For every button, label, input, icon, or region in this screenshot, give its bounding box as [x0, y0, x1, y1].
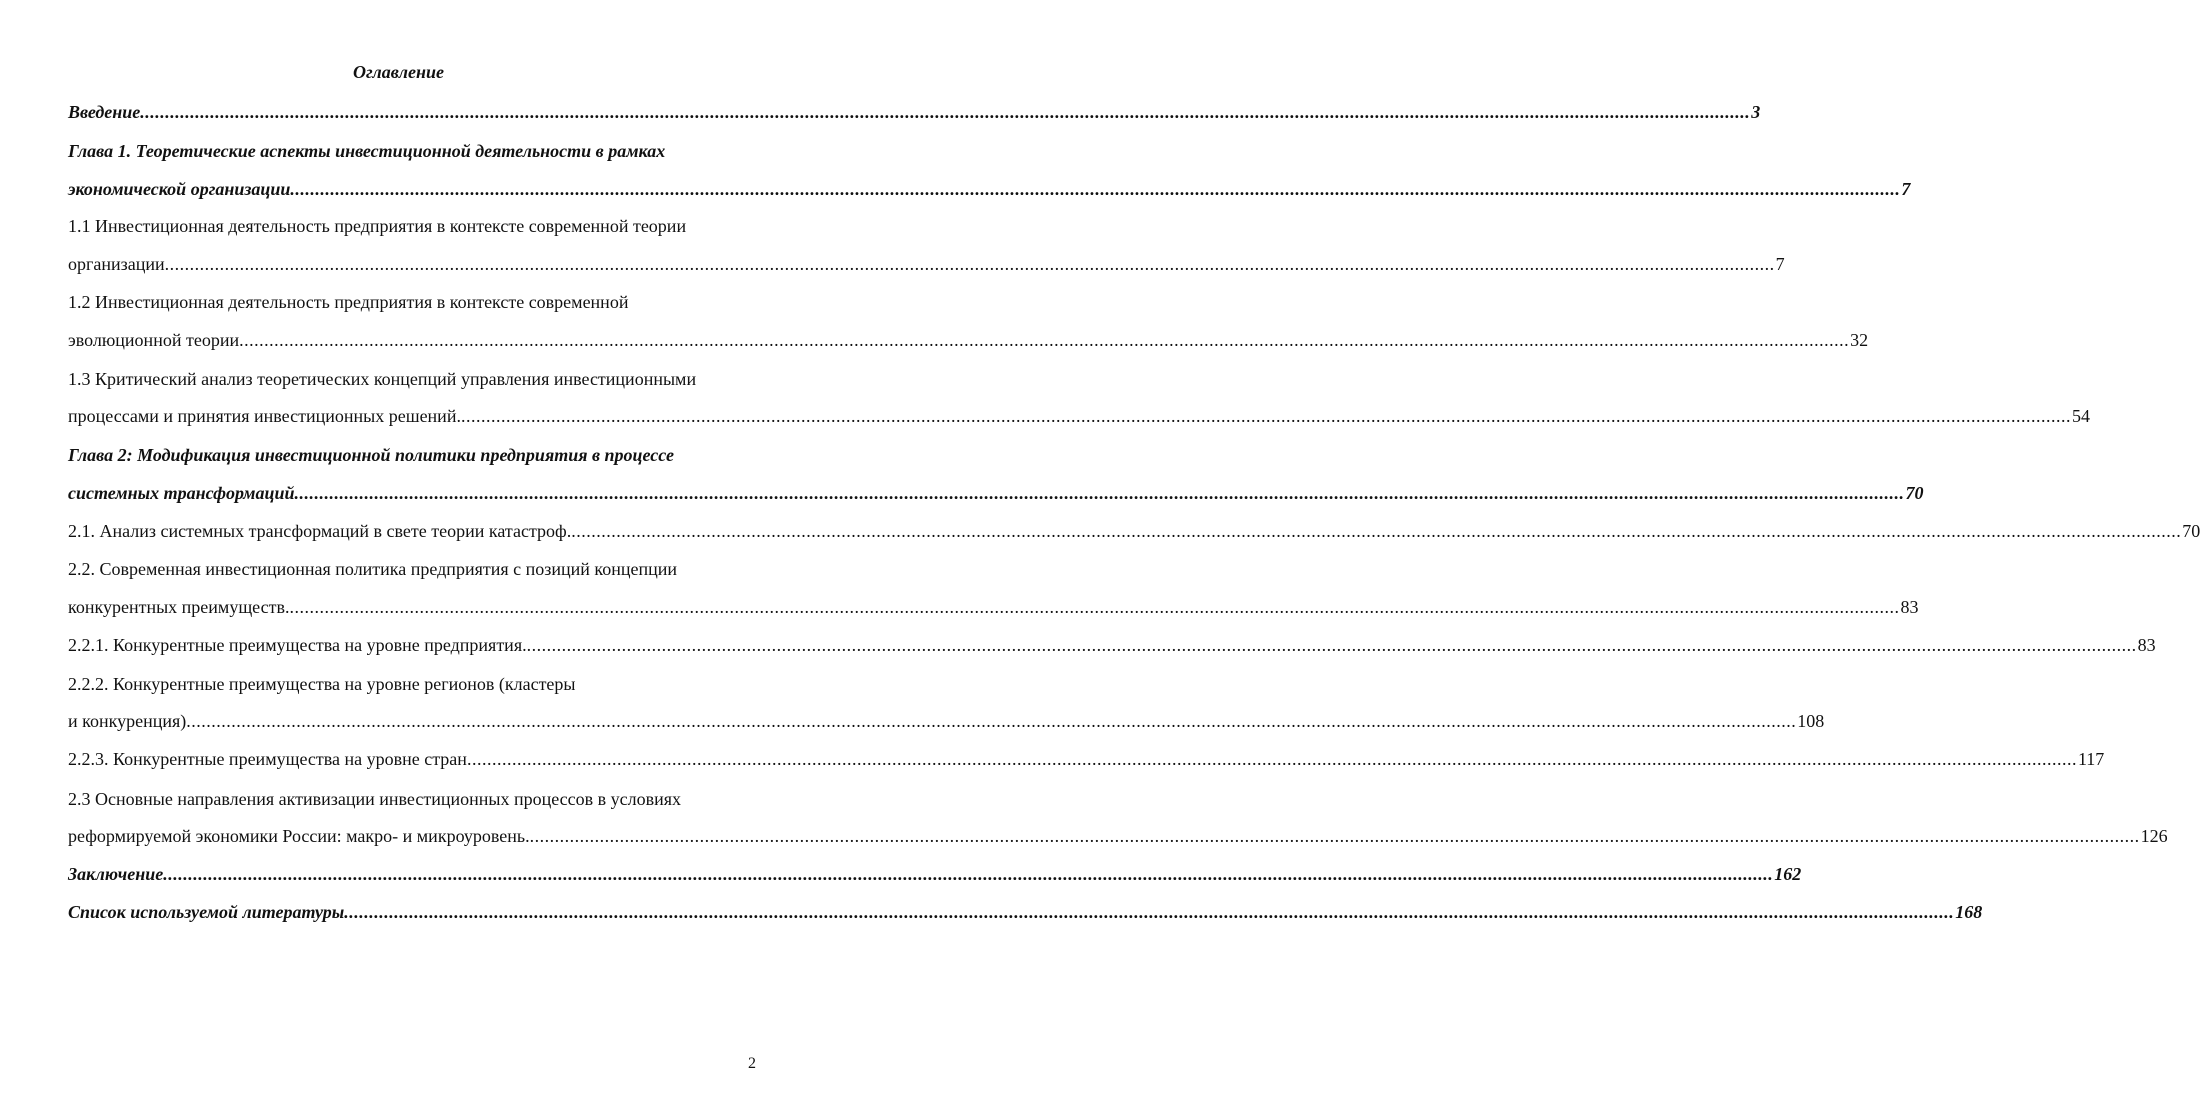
toc-page-number: 162 [1774, 864, 1802, 884]
toc-entry-chapter-2-line-1[interactable] [68, 442, 726, 468]
toc-leader-dots: .................................................................................................................................................................................................................................................................................................................................. [529, 826, 2140, 846]
toc-entry-text: Список используемой литературы [68, 902, 345, 922]
toc-entry-text: и конкуренция) [68, 711, 187, 731]
toc-leader-dots: .................................................................................................................................................................................................................................................................................................................................. [294, 483, 1905, 503]
toc-entry-1-1-line-2[interactable] [68, 251, 1785, 277]
toc-entry-text: системных трансформаций [68, 483, 295, 503]
toc-page-number: 3 [1751, 102, 1761, 122]
toc-leader-dots: .................................................................................................................................................................................................................................................................................................................................. [344, 902, 1955, 922]
toc-entry-conclusion[interactable] [68, 861, 1802, 887]
toc-leader-dots: .................................................................................................................................................................................................................................................................................................................................. [571, 521, 2182, 541]
toc-entry-text: процессами и принятия инвестиционных решений. [68, 406, 461, 426]
toc-page-number: 117 [2077, 749, 2105, 769]
toc-leader-dots: .................................................................................................................................................................................................................................................................................................................................. [140, 102, 1751, 122]
toc-leader-dots: .................................................................................................................................................................................................................................................................................................................................. [186, 711, 1797, 731]
toc-leader-dots: .................................................................................................................................................................................................................................................................................................................................. [289, 597, 1900, 617]
toc-entry-text: Заключение [68, 864, 164, 884]
toc-entry-2-3-line-2[interactable] [68, 823, 2168, 849]
toc-entry-text: 2.3 Основные направления активизации инвестиционных процессов в условиях [68, 789, 682, 809]
toc-entry-text: экономической организации [68, 179, 291, 199]
toc-page-number: 7 [1901, 179, 1911, 199]
toc-leader-dots: .................................................................................................................................................................................................................................................................................................................................. [466, 749, 2077, 769]
toc-entry-1-1-line-1[interactable] [68, 213, 726, 239]
toc-page-number: 126 [2140, 826, 2168, 846]
toc-page-number: 70 [2182, 521, 2200, 541]
toc-entry-2-1[interactable] [68, 518, 2200, 544]
toc-entry-1-2-line-2[interactable] [68, 327, 1869, 353]
toc-page-number: 83 [1900, 597, 1919, 617]
toc-entry-text: 1.1 Инвестиционная деятельность предприятия в контексте современной теории [68, 216, 687, 236]
toc-entry-1-3-line-1[interactable] [68, 366, 726, 392]
toc-entry-text: реформируемой экономики России: макро- и микроуровень. [68, 826, 530, 846]
toc-leader-dots: .................................................................................................................................................................................................................................................................................................................................. [163, 864, 1774, 884]
toc-entry-text: 2.2.3. Конкурентные преимущества на уровне стран [68, 749, 467, 769]
toc-entry-1-3-line-2[interactable] [68, 403, 2090, 429]
toc-entry-bibliography[interactable] [68, 899, 1983, 925]
toc-entry-2-2-line-1[interactable] [68, 556, 726, 582]
toc-entry-text: конкурентных преимуществ. [68, 597, 290, 617]
toc-entry-text: 2.1. Анализ системных трансформаций в свете теории катастроф. [68, 521, 572, 541]
toc-entry-text: Глава 1. Теоретические аспекты инвестиционной деятельности в рамках [68, 141, 666, 161]
toc-entry-introduction[interactable] [68, 99, 1761, 125]
toc-entry-2-2-2-line-1[interactable] [68, 671, 726, 697]
toc-entry-chapter-1-line-2[interactable] [68, 176, 1911, 202]
page-title: Оглавление [353, 62, 444, 82]
toc-entry-2-2-line-2[interactable] [68, 594, 1919, 620]
toc-entry-text: 1.2 Инвестиционная деятельность предприятия в контексте современной [68, 292, 629, 312]
toc-entry-text: эволюционной теории [68, 330, 240, 350]
toc-entry-2-3-line-1[interactable] [68, 786, 726, 812]
toc-leader-dots: .................................................................................................................................................................................................................................................................................................................................. [164, 254, 1775, 274]
toc-entry-2-2-2-line-2[interactable] [68, 708, 1825, 734]
toc-page-number: 108 [1797, 711, 1825, 731]
toc-entry-2-2-1[interactable] [68, 632, 2156, 658]
toc-page-number: 70 [1905, 483, 1924, 503]
toc-entry-text: 2.2.2. Конкурентные преимущества на уровне регионов (кластеры [68, 674, 576, 694]
toc-entry-2-2-3[interactable] [68, 746, 2105, 772]
toc-leader-dots: .................................................................................................................................................................................................................................................................................................................................. [290, 179, 1901, 199]
toc-leader-dots: .................................................................................................................................................................................................................................................................................................................................. [526, 635, 2137, 655]
toc-page-number: 83 [2137, 635, 2156, 655]
toc-entry-text: 2.2. Современная инвестиционная политика предприятия с позиций концепции [68, 559, 678, 579]
page-number: 2 [748, 1055, 756, 1072]
toc-entry-text: Введение [68, 102, 141, 122]
toc-page-number: 32 [1850, 330, 1869, 350]
toc-entry-text: организации [68, 254, 165, 274]
toc-entry-1-2-line-1[interactable] [68, 289, 726, 315]
toc-entry-text: 2.2.1. Конкурентные преимущества на уровне предприятия. [68, 635, 527, 655]
toc-entry-text: Глава 2: Модификация инвестиционной политики предприятия в процессе [68, 445, 675, 465]
toc-entry-chapter-2-line-2[interactable] [68, 480, 1924, 506]
toc-page-number: 54 [2071, 406, 2090, 426]
toc-entry-chapter-1-line-1[interactable] [68, 138, 726, 164]
toc-page-number: 7 [1775, 254, 1785, 274]
toc-entry-text: 1.3 Критический анализ теоретических концепций управления инвестиционными [68, 369, 697, 389]
toc-page-number: 168 [1955, 902, 1983, 922]
toc-leader-dots: .................................................................................................................................................................................................................................................................................................................................. [239, 330, 1850, 350]
toc-leader-dots: .................................................................................................................................................................................................................................................................................................................................. [460, 406, 2071, 426]
